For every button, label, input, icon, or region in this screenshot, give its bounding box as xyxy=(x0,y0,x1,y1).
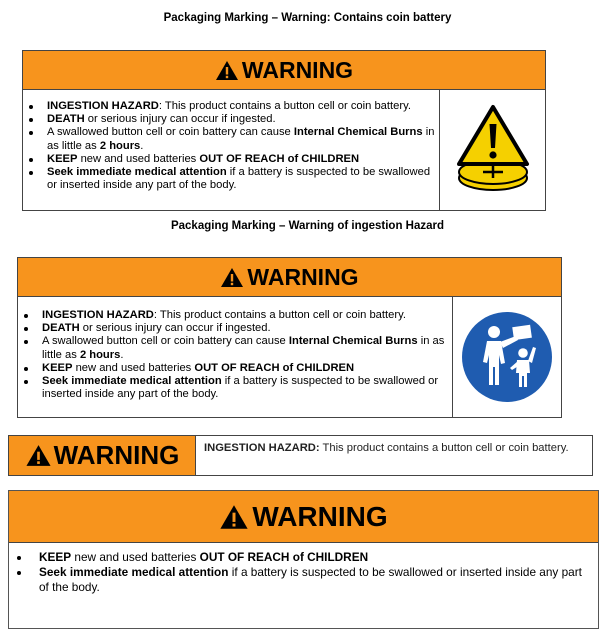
hazard-item xyxy=(23,100,435,113)
body-text: : This product contains a button cell or coin battery. xyxy=(153,309,406,321)
hazard-item xyxy=(18,375,448,401)
hazard-item xyxy=(11,565,588,595)
hazard-item xyxy=(18,309,448,322)
hazard-list xyxy=(18,309,448,401)
body-text: : This product contains a button cell or coin battery. xyxy=(158,100,411,112)
emphasis-text: INGESTION HAZARD xyxy=(47,100,159,112)
warning-title: WARNING xyxy=(252,500,388,532)
body-text: A swallowed button cell or coin battery can cause xyxy=(47,126,294,139)
emphasis-text: INGESTION HAZARD xyxy=(42,309,154,321)
warning-panel-coin-battery xyxy=(22,50,546,211)
body-text: if a battery is suspected to be swallowed or inserted inside any part of the body. xyxy=(39,565,582,594)
warning-triangle-icon xyxy=(219,504,249,530)
emphasis-text: Internal Chemical Burns xyxy=(288,335,418,348)
emphasis-text: Seek immediate medical attention xyxy=(42,375,222,388)
body-text: or serious injury can occur if ingested. xyxy=(84,113,276,126)
warning-header xyxy=(9,436,196,475)
emphasis-text: OUT OF REACH of CHILDREN xyxy=(199,550,369,564)
warning-header xyxy=(18,258,561,297)
hazard-item xyxy=(18,322,448,335)
emphasis-text: 2 hours xyxy=(79,348,121,361)
body-text: . xyxy=(120,348,124,361)
emphasis-text: KEEP xyxy=(42,361,73,374)
emphasis-text: KEEP xyxy=(47,152,78,165)
emphasis-text: INGESTION HAZARD: xyxy=(204,442,320,454)
warning-panel-ingestion-hazard xyxy=(17,257,562,418)
hazard-statement xyxy=(196,436,592,475)
warning-triangle-icon xyxy=(25,444,52,467)
caption-ingestion-hazard: Packaging Marking – Warning of ingestion Hazard xyxy=(170,220,445,232)
warning-banner-ingestion-hazard xyxy=(8,435,593,476)
emphasis-text: OUT OF REACH of CHILDREN xyxy=(194,361,355,374)
warning-panel-keep-away xyxy=(8,490,599,629)
coin-battery-warning-icon xyxy=(453,104,533,196)
warning-title: WARNING xyxy=(53,440,180,470)
emphasis-text: OUT OF REACH of CHILDREN xyxy=(199,152,360,165)
emphasis-text: Seek immediate medical attention xyxy=(47,166,227,179)
hazard-item xyxy=(23,113,435,126)
body-text: new and used batteries xyxy=(72,361,195,374)
body-text: A swallowed button cell or coin battery can cause xyxy=(42,335,289,348)
caption-coin-battery: Packaging Marking – Warning: Contains coin battery xyxy=(163,12,452,24)
body-text: new and used batteries xyxy=(77,152,200,165)
body-text: new and used batteries xyxy=(71,550,200,564)
emphasis-text: 2 hours xyxy=(99,139,141,152)
emphasis-text: Seek immediate medical attention xyxy=(39,565,229,579)
emphasis-text: DEATH xyxy=(47,113,85,126)
body-text: in as little as xyxy=(42,335,445,361)
emphasis-text: Internal Chemical Burns xyxy=(293,126,423,139)
body-text: or serious injury can occur if ingested. xyxy=(79,322,271,335)
warning-header xyxy=(23,51,545,90)
hazard-list xyxy=(11,550,588,595)
hazard-list xyxy=(23,100,435,192)
warning-header xyxy=(9,491,598,543)
warning-title: WARNING xyxy=(241,56,354,83)
hazard-item xyxy=(23,126,435,152)
warning-triangle-icon xyxy=(220,267,244,288)
body-text: . xyxy=(140,139,144,152)
hazard-item xyxy=(11,550,588,565)
keep-away-from-children-icon xyxy=(461,311,553,403)
warning-title: WARNING xyxy=(247,263,359,290)
emphasis-text: KEEP xyxy=(39,550,72,564)
body-text: if a battery is suspected to be swallowed or inserted inside any part of the body. xyxy=(47,166,431,192)
hazard-item xyxy=(18,362,448,375)
body-text: if a battery is suspected to be swallowed or inserted inside any part of the body. xyxy=(42,375,439,401)
warning-triangle-icon xyxy=(215,60,239,81)
hazard-item xyxy=(23,153,435,166)
emphasis-text: DEATH xyxy=(42,322,80,335)
hazard-item xyxy=(18,335,448,361)
body-text: This product contains a button cell or coin battery. xyxy=(319,442,569,454)
hazard-item xyxy=(23,166,435,192)
body-text: in as little as xyxy=(47,126,435,152)
